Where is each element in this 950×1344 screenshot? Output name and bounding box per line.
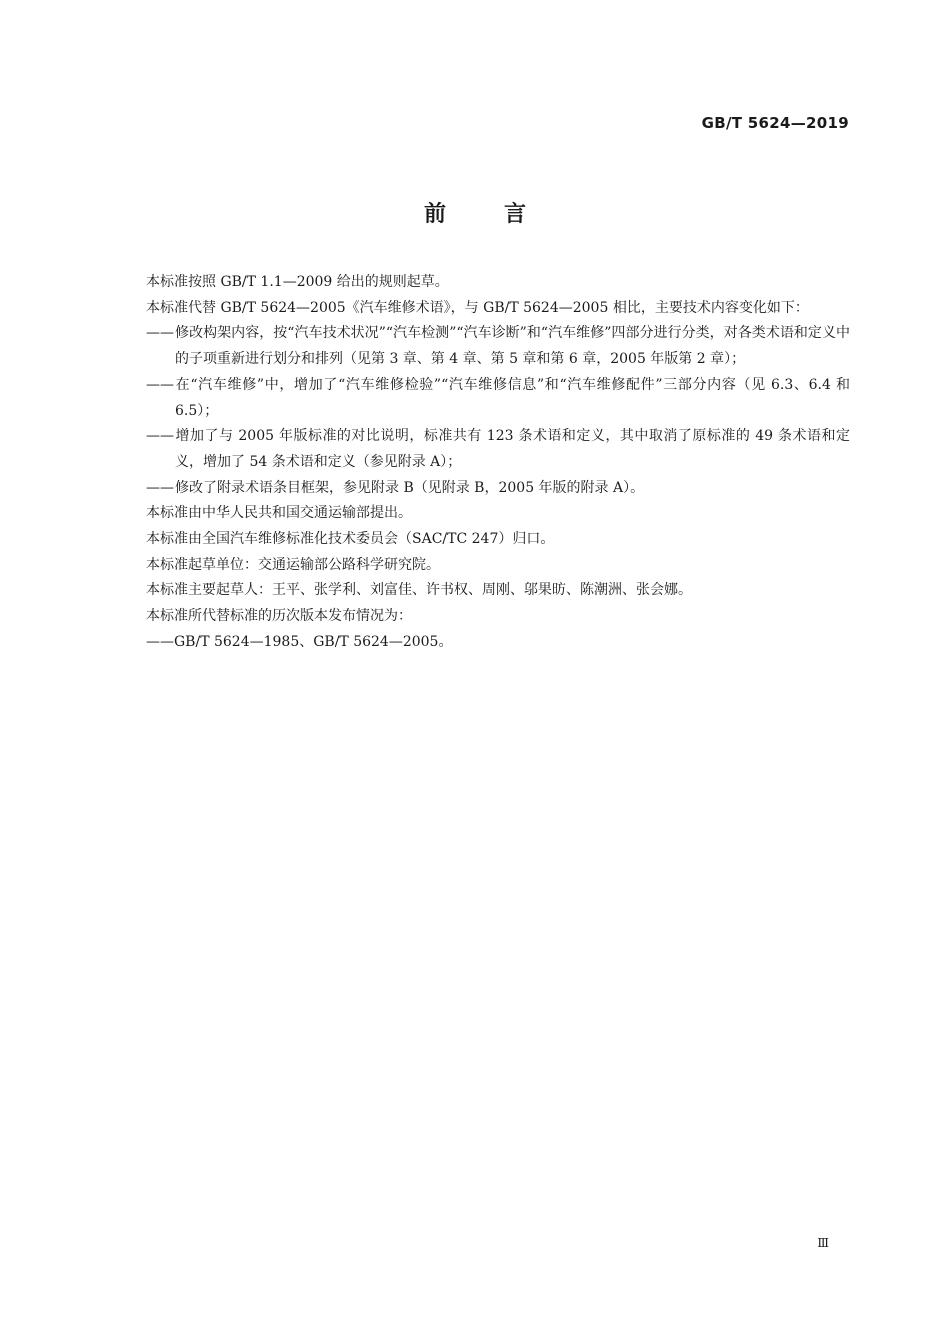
paragraph-history [117, 630, 850, 656]
list-item [117, 321, 850, 372]
title-char-2: 言 [504, 202, 527, 227]
title-char-1: 前 [423, 202, 446, 227]
history-text: GB/T 5624—1985、GB/T 5624—2005。 [174, 633, 453, 650]
dash-marker: —— [146, 428, 174, 445]
list-item-text: 增加了与 2005 年版标准的对比说明，标准共有 123 条术语和定义，其中取消了原标准的 49 条术语和定义，增加了 54 条术语和定义（参见附录 A）； [175, 428, 850, 470]
paragraph-committee: 本标准由全国汽车维修标准化技术委员会（SAC/TC 247）归口。 [146, 531, 555, 548]
list-item [117, 424, 850, 475]
paragraph-replacement: 本标准代替 GB/T 5624—2005《汽车维修术语》，与 GB/T 5624—2005 相比，主要技术内容变化如下： [146, 299, 809, 316]
list-item-text: 在“汽车维修”中，增加了“汽车维修检验”“汽车维修信息”和“汽车维修配件”三部分内容（见 6.3、6.4 和 6.5）； [175, 376, 850, 419]
dash-marker: —— [146, 633, 174, 650]
dash-marker: —— [146, 479, 174, 496]
paragraph-proposer: 本标准由中华人民共和国交通运输部提出。 [146, 505, 412, 522]
list-item-text: 修改构架内容，按“汽车技术状况”“汽车检测”“汽车诊断”和“汽车维修”四部分进行分类，对各类术语和定义中的子项重新进行划分和排列（见第 3 章、第 4 章、第 5 章和第 6 章，2005 年版第 2 章）； [175, 325, 850, 368]
dash-marker: —— [146, 376, 174, 393]
paragraph-drafters: 本标准主要起草人：王平、张学利、刘富佳、许书权、周刚、邬果昉、陈潮洲、张会娜。 [146, 582, 692, 599]
list-item [117, 373, 850, 424]
paragraph-drafting-unit: 本标准起草单位：交通运输部公路科学研究院。 [146, 556, 440, 573]
paragraph-history-intro: 本标准所代替标准的历次版本发布情况为： [146, 608, 412, 625]
foreword-body [117, 270, 850, 656]
page-number: Ⅲ [817, 1236, 829, 1250]
page-title [0, 197, 950, 228]
paragraph-drafting-rules: 本标准按照 GB/T 1.1—2009 给出的规则起草。 [146, 274, 449, 290]
list-item [117, 476, 850, 502]
list-item-text: 修改了附录术语条目框架，参见附录 B（见附录 B，2005 年版的附录 A）。 [175, 479, 645, 496]
standard-code: GB/T 5624—2019 [701, 114, 849, 132]
dash-marker: —— [146, 325, 174, 342]
